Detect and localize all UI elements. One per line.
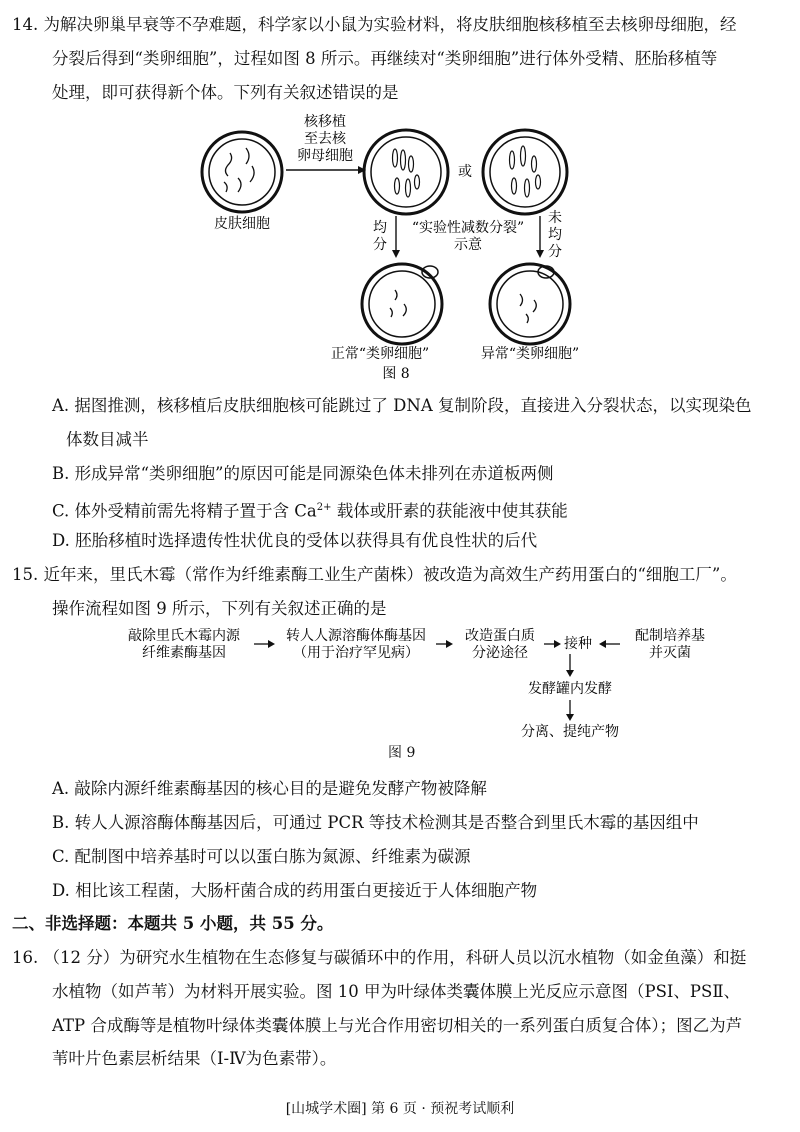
uneven-label-1: 未 [548,210,562,226]
figure-9-flowchart [108,622,728,752]
transfer-label-2: 至去核 [304,131,346,147]
q14-option-c [52,497,568,523]
q15-option-b: B. 转人人源溶酶体酶基因后，可通过 PCR 等技术检测其是否整合到里氏木霉的基因组中 [52,813,699,832]
abnormal-egg-like-cell [490,264,570,344]
q16-stem-line2: 水植物（如芦苇）为材料开展实验。图 10 甲为叶绿体类囊体膜上光反应示意图（PSⅠ、PSⅡ、 [52,982,741,1001]
q15-line1 [12,564,737,586]
even-label-1: 均 [373,220,387,236]
abnormal-label: 异常“类卵细胞” [480,346,580,362]
flow-arrow-5 [566,670,574,677]
q15-option-c: C. 配制图中培养基时可以以蛋白胨为氮源、纤维素为碳源 [52,847,471,866]
q14-stem-line2: 分裂后得到“类卵细胞”，过程如图 8 所示。再继续对“类卵细胞”进行体外受精、胚胎移植等 [52,49,718,68]
flow-box6: 发酵罐内发酵 [528,681,612,697]
or-label: 或 [458,164,472,180]
q15-stem-line1: 近年来，里氏木霉（常作为纤维素酶工业生产菌株）被改造为高效生产药用蛋白的“细胞工厂”。 [43,565,737,584]
flow-arrow-3 [554,640,561,648]
q15-option-a: A. 敲除内源纤维素酶基因的核心目的是避免发酵产物被降解 [52,779,487,798]
meiosis-label-2: 示意 [454,237,482,253]
flow-arrow-1 [268,640,275,648]
q14-option-c-pre: C. 体外受精前需先将精子置于含 Ca [52,501,317,521]
transfer-label-3: 卵母细胞 [297,148,353,164]
flow-box2-line1: 转人人源溶酶体酶基因 [286,628,426,644]
q14-option-b: B. 形成异常“类卵细胞”的原因可能是同源染色体未排列在赤道板两侧 [52,464,554,483]
flow-box2-line2: （用于治疗罕见病） [293,645,419,661]
page-footer: [山城学术圈] 第 6 页 · 预祝考试顺利 [285,1101,515,1117]
uneven-label-3: 分 [548,244,562,260]
q16-stem-line3: ATP 合成酶等是植物叶绿体类囊体膜上与光合作用密切相关的一系列蛋白质复合体）；图乙为芦 [52,1016,743,1035]
even-division-arrowhead [392,250,400,258]
skin-cell [202,132,282,212]
oocyte-metaphase-left [364,130,448,214]
uneven-division-arrowhead [536,250,544,258]
q14-option-c-post: 载体或肝素的获能液中使其获能 [331,501,568,521]
q14-option-c-sup: 2+ [316,502,332,513]
normal-label: 正常“类卵细胞” [330,346,430,362]
flow-box3-line1: 改造蛋白质 [465,628,535,644]
flow-box4: 接种 [564,636,592,652]
figure-8-caption: 图 8 [382,366,410,380]
q14-option-d: D. 胚胎移植时选择遗传性状优良的受体以获得具有优良性状的后代 [52,531,538,550]
transfer-label-1: 核移植 [304,114,346,130]
section-2-heading: 二、非选择题：本题共 5 小题，共 55 分。 [12,914,334,933]
flow-box7: 分离、提纯产物 [521,724,619,740]
meiosis-label-1: “实验性减数分裂” [411,220,525,236]
q14-number: 14. [12,15,39,34]
q14-option-a-line1: A. 据图推测，核移植后皮肤细胞核可能跳过了 DNA 复制阶段，直接进入分裂状态，以实现染色 [52,396,752,415]
flow-box1-line1: 敲除里氏木霉内源 [128,628,240,644]
flow-arrow-2 [446,640,453,648]
skin-cell-label: 皮肤细胞 [214,216,270,232]
flow-box1-line2: 纤维素酶基因 [142,645,226,661]
even-label-2: 分 [373,237,387,253]
q16-stem-line4: 苇叶片色素层析结果（Ⅰ-Ⅳ为色素带）。 [52,1049,337,1068]
figure-9-caption: 图 9 [388,745,416,761]
q14-line1 [12,14,737,36]
q14-option-a-line2: 体数目减半 [66,430,149,449]
q15-number: 15. [12,565,39,584]
q16-line1 [12,947,746,969]
flow-box3-line2: 分泌途径 [472,645,528,661]
q16-number: 16. [12,948,39,967]
flow-arrow-4 [599,640,606,648]
flow-box5-line2: 并灭菌 [649,645,691,661]
oocyte-metaphase-right [483,130,567,214]
q15-option-d: D. 相比该工程菌，大肠杆菌合成的药用蛋白更接近于人体细胞产物 [52,881,538,900]
normal-egg-like-cell [362,264,442,344]
q16-stem-line1: （12 分）为研究水生植物在生态修复与碳循环中的作用，科研人员以沉水植物（如金鱼藻）和挺 [43,948,747,967]
flow-box5-line1: 配制培养基 [635,628,705,644]
flow-arrow-6 [566,714,574,721]
uneven-label-2: 均 [548,227,562,243]
q14-stem-line1: 为解决卵巢早衰等不孕难题，科学家以小鼠为实验材料，将皮肤细胞核移植至去核卵母细胞，经 [43,15,737,34]
q15-stem-line2: 操作流程如图 9 所示，下列有关叙述正确的是 [52,599,387,618]
figure-8-diagram [190,108,610,380]
q14-stem-line3: 处理，即可获得新个体。下列有关叙述错误的是 [52,83,399,102]
